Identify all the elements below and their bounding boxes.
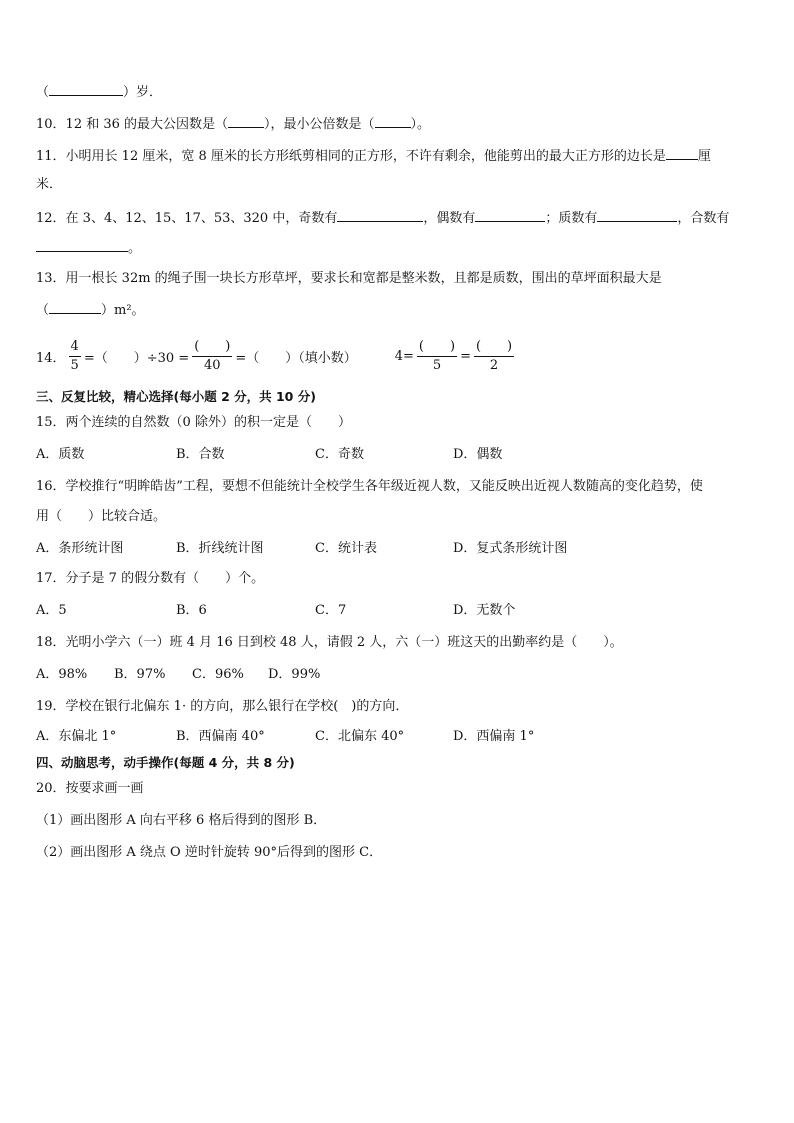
answer-blank[interactable] bbox=[337, 208, 423, 222]
option-a[interactable]: A．条形统计图 bbox=[36, 541, 124, 556]
question-12-line1: 12．在 3、4、12、15、17、53、320 中，奇数有 ，偶数有 ；质数有 ，合数有 bbox=[36, 208, 729, 228]
fraction-blank-2: $\frac{( )}{2}$ bbox=[475, 338, 513, 373]
q9-tail: （ ）岁． bbox=[36, 82, 162, 102]
option-b[interactable]: B．西偏南 40° bbox=[176, 729, 265, 744]
question-15: 15．两个连续的自然数（0 除外）的积一定是（ ） bbox=[36, 415, 351, 430]
answer-blank[interactable] bbox=[36, 238, 128, 252]
question-20-part-2: （2）画出图形 A 绕点 O 逆时针旋转 90°后得到的图形 C． bbox=[36, 845, 383, 860]
fraction-4-5: $\frac{4}{5}$ bbox=[70, 338, 79, 373]
option-d[interactable]: D．复式条形统计图 bbox=[453, 541, 568, 556]
question-19: 19．学校在银行北偏东 1· 的方向，那么银行在学校( )的方向． bbox=[36, 699, 409, 714]
option-c[interactable]: C．96% bbox=[192, 667, 244, 682]
option-c[interactable]: C．7 bbox=[315, 603, 347, 618]
answer-blank[interactable] bbox=[375, 114, 411, 128]
option-b[interactable]: B．合数 bbox=[176, 447, 225, 462]
fraction-blank-5: $\frac{( )}{5}$ bbox=[418, 338, 456, 373]
question-18: 18．光明小学六（一）班 4 月 16 日到校 48 人，请假 2 人，六（一）班这天的出勤率约是（ ）。 bbox=[36, 635, 623, 650]
answer-blank[interactable] bbox=[49, 82, 123, 96]
question-11-line1: 11．小明用长 12 厘米，宽 8 厘米的长方形纸剪相同的正方形，不许有剩余，他能剪出的最大正方形的边长是 厘 bbox=[36, 146, 711, 166]
option-d[interactable]: D．西偏南 1° bbox=[453, 729, 535, 744]
option-a[interactable]: A．质数 bbox=[36, 447, 85, 462]
section-3-heading: 三、反复比较，精心选择(每小题 2 分，共 10 分) bbox=[36, 389, 316, 404]
option-d[interactable]: D．99% bbox=[268, 667, 321, 682]
option-d[interactable]: D．无数个 bbox=[453, 603, 516, 618]
option-b[interactable]: B．97% bbox=[114, 667, 166, 682]
answer-blank[interactable] bbox=[666, 146, 698, 160]
question-20: 20．按要求画一画 bbox=[36, 781, 144, 796]
question-10: 10．12 和 36 的最大公因数是（ ），最小公倍数是（ ）。 bbox=[36, 114, 430, 134]
answer-blank[interactable] bbox=[597, 208, 677, 222]
question-13-line2: （ ）m²。 bbox=[36, 300, 145, 320]
question-12-line2: 。 bbox=[36, 238, 141, 258]
question-17: 17．分子是 7 的假分数有（ ）个。 bbox=[36, 571, 265, 586]
answer-blank[interactable] bbox=[49, 300, 101, 314]
answer-blank[interactable] bbox=[228, 114, 264, 128]
option-c[interactable]: C．北偏东 40° bbox=[315, 729, 405, 744]
question-16-line1: 16．学校推行“明眸皓齿”工程，要想不但能统计全校学生各年级近视人数，又能反映出近视人数随高的变化趋势，使 bbox=[36, 479, 703, 494]
option-a[interactable]: A．东偏北 1° bbox=[36, 729, 117, 744]
option-c[interactable]: C．奇数 bbox=[315, 447, 364, 462]
option-a[interactable]: A．98% bbox=[36, 667, 88, 682]
question-20-part-1: （1）画出图形 A 向右平移 6 格后得到的图形 B． bbox=[36, 813, 327, 828]
question-13-line1: 13．用一根长 32m 的绳子围一块长方形草坪，要求长和宽都是整米数，且都是质数，围出的草坪面积最大是 bbox=[36, 271, 662, 286]
question-14: 14． $\frac{4}{5}$ =（ ）÷30 = $\frac{( )}{40}$ =（ ）（填小数） 4= $\frac{( )}{5}$ = $\frac{( )}{2}$ bbox=[36, 338, 513, 373]
option-a[interactable]: A．5 bbox=[36, 603, 67, 618]
option-c[interactable]: C．统计表 bbox=[315, 541, 377, 556]
option-b[interactable]: B．折线统计图 bbox=[176, 541, 264, 556]
question-16-line2: 用（ ）比较合适。 bbox=[36, 509, 167, 524]
answer-blank[interactable] bbox=[475, 208, 545, 222]
question-11-line2: 米． bbox=[36, 177, 63, 192]
option-b[interactable]: B．6 bbox=[176, 603, 207, 618]
fraction-blank-40: $\frac{( )}{40}$ bbox=[194, 338, 231, 373]
section-4-heading: 四、动脑思考，动手操作(每题 4 分，共 8 分) bbox=[36, 755, 295, 770]
option-d[interactable]: D．偶数 bbox=[453, 447, 503, 462]
